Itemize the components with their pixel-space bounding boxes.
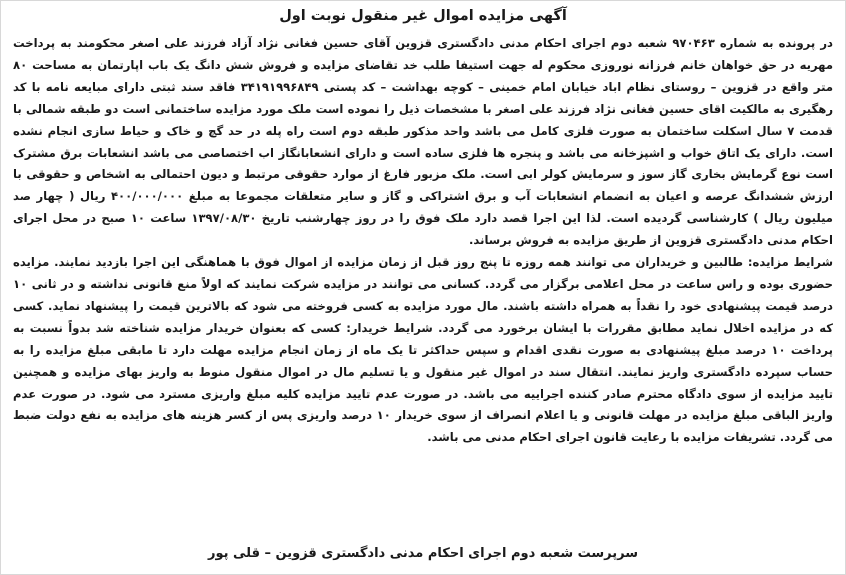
- notice-signature: سرپرست شعبه دوم اجرای احکام مدنی دادگستری قزوین – قلی پور: [207, 546, 639, 561]
- notice-body: [13, 33, 833, 449]
- notice-paragraph-details: در پرونده به شماره ۹۷۰۴۶۳ شعبه دوم اجرای احکام مدنی دادگستری قزوین آقای حسین فغانی نژاد آزاد فرزند علی اصغر محکومند به پرداخت مهریه در حق خواهان خانم فرزانه نوروزی محکوم له جهت استیفا طلب خد تقاضای مزایده و فروش شش دانگ یک باب اپارتمان به مساحت ۸۰ متر واقع در قزوین – روستای نظام اباد خیابان امام خمینی – کوچه بهداشت – کد پستی ۳۴۱۹۱۹۹۶۸۴۹ فاقد سند ثبتی دارای مبایعه نامه با کد رهگیری به مالکیت اقای حسین فغانی نژاد فرزند علی اصغر با مشخصات ذیل را نموده است ملک مورد مزایده ساختمانی است دو طبقه شمالی با قدمت ۷ سال اسکلت ساختمان به صورت فلزی کامل می باشد واحد مذکور طبقه دوم است راه پله در حد گچ و خاک و حیاط سازی انجام نشده است. دارای یک اتاق خواب و اشپزخانه می باشد و پنجره ها فلزی ساده است و دارای انشعابانگاز اب اختصاصی می باشد انشعابات برق مشترک است نوع گرمایش بخاری گاز سوز و سرمایش کولر ابی است. ملک مزبور فارغ از موارد حقوقی مرتبط و دیون احتمالی به اشخاص و حقوقی با ارزش ششدانگ عرصه و اعیان به انضمام انشعابات آب و برق اشتراکی و گاز و سایر متعلقات مجموعا به مبلغ ۴۰۰/۰۰۰/۰۰۰ ریال ( چهار صد میلیون ریال ) کارشناسی گردیده است. لذا این اجرا قصد دارد ملک فوق را در روز چهارشنب تاریخ ۱۳۹۷/۰۸/۳۰ ساعت ۱۰ صبح در محل اجرای احکام مدنی دادگستری قزوین از طریق مزایده به فروش برساند.: [13, 36, 834, 248]
- notice-paragraph-conditions: شرایط مزایده: طالبین و خریداران می توانند همه روزه تا پنج روز قبل از زمان مزایده از اموال فوق با هماهنگی این اجرا بازدید نمایند. مزایده حضوری بوده و راس ساعت در محل اعلامی برگزار می گردد. کسانی می توانند در مزایده شرکت نمایند که اولاً منع قانونی نداشته و در ثانی ۱۰ درصد قیمت پیشنهادی خود را نقداً به همراه داشته باشند. مال مورد مزایده به کسی فروخته می شود که بالاترین قیمت را پیشنهاد نماید. کسی که در مزایده اخلال نماید مطابق مقررات با ایشان برخورد می گردد. شرایط خریدار: کسی که بعنوان خریدار مزایده شناخته شد بدواً نسبت به پرداخت ۱۰ درصد مبلغ پیشنهادی به صورت نقدی اقدام و سپس حداکثر تا یک ماه از زمان انجام مزایده مهلت دارد تا مابقی مبلغ مزایده را به حساب سپرده دادگستری واریز نمایند. انتقال سند در اموال غیر منقول و یا تسلیم مال در اموال منقول منوط به واریز بهای مزایده و همچنین تایید مزایده از سوی دادگاه محترم صادر کننده اجراییه می باشد. در صورت عدم تایید مزایده کلیه مبلغ واریزی مسترد می شود. در صورت عدم واریز الباقی مبلغ مزایده در مهلت قانونی و یا اعلام انصراف از سوی خریدار ۱۰ درصد واریزی پس از کسر هزینه های مزایده به نفع دولت ضبط می گردد. تشریفات مزایده با رعایت قانون اجرای احکام مدنی می باشد.: [13, 255, 833, 445]
- notice-title: آگهی مزایده اموال غیر منقول نوبت اول: [279, 8, 567, 24]
